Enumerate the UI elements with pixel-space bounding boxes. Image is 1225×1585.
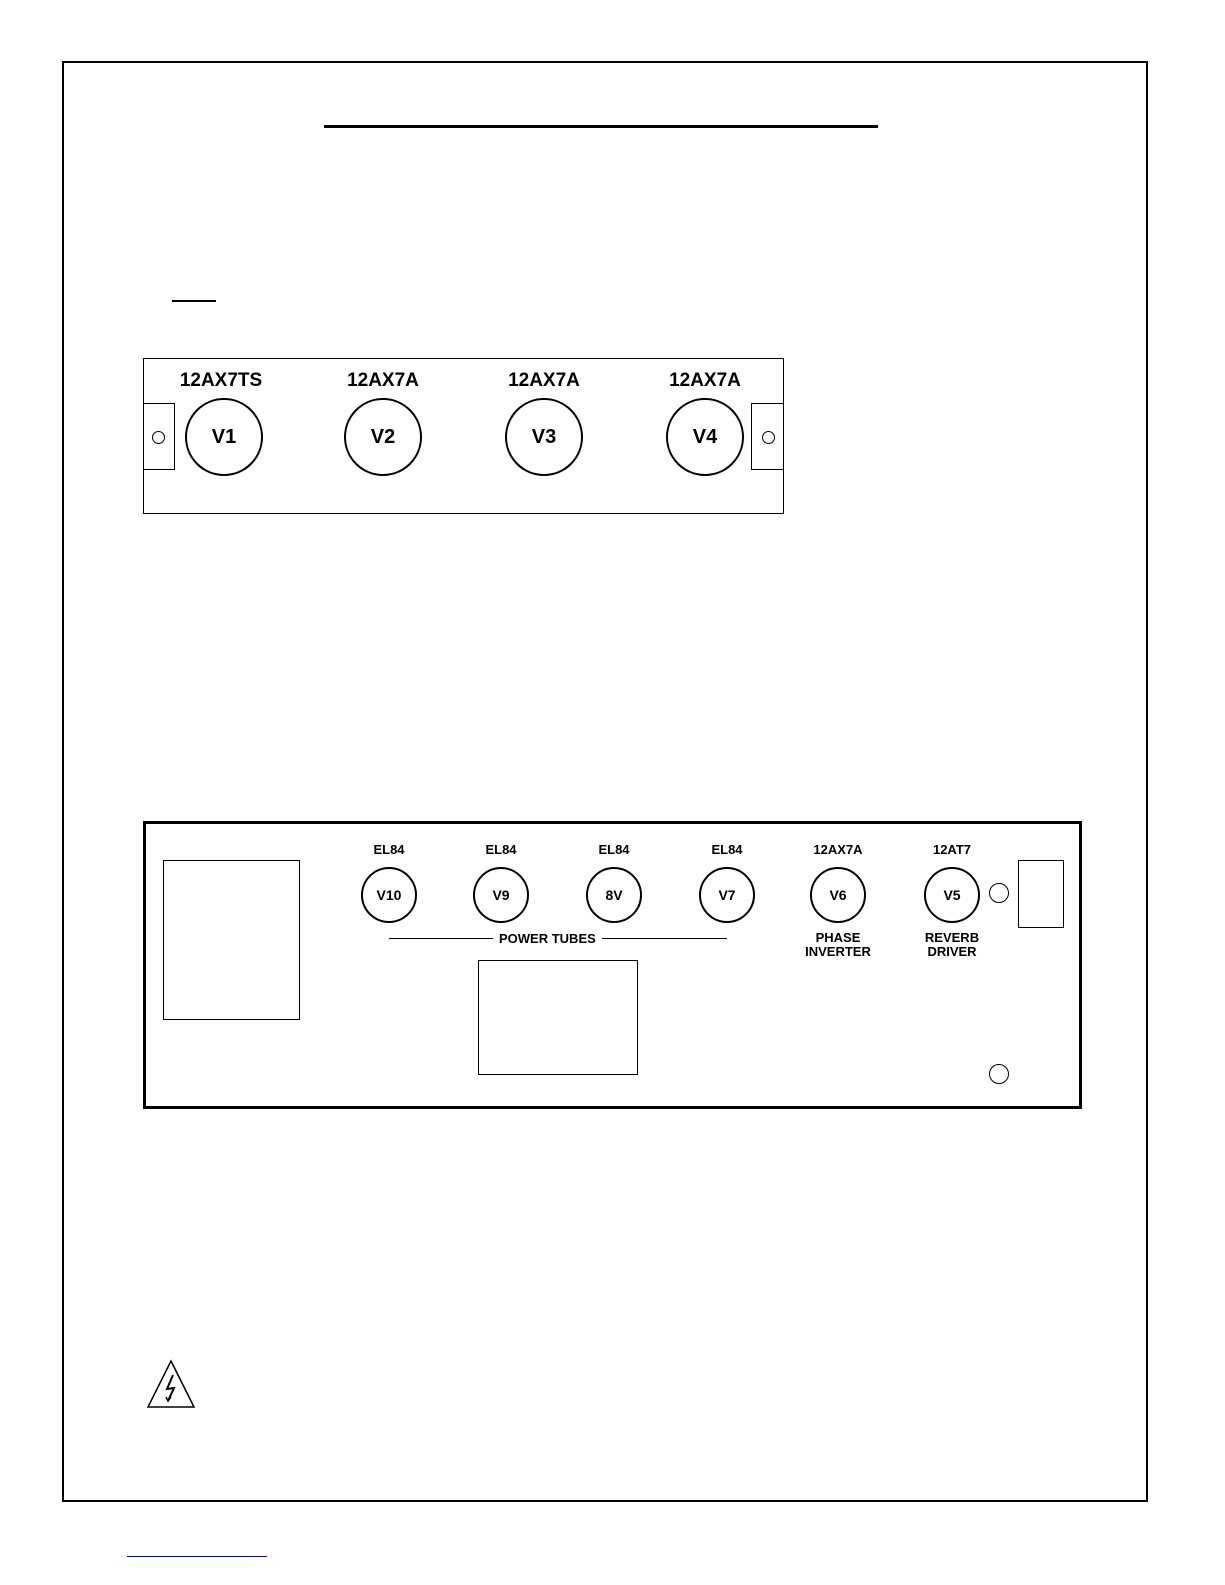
- tube-type-label: 12AX7A: [508, 370, 580, 391]
- tube-socket-v10: V10: [361, 867, 417, 923]
- section-rule: [172, 300, 216, 302]
- left-transformer-outline: [163, 860, 300, 1020]
- tube-type-label: EL84: [373, 842, 405, 857]
- tube-type-label: 12AX7A: [347, 370, 419, 391]
- tube-type-label: 12AX7TS: [179, 370, 263, 391]
- tube-socket-v5: V5: [924, 867, 980, 923]
- tube-socket-v2: V2: [344, 398, 422, 476]
- phase-inverter-label-line2: INVERTER: [805, 944, 871, 959]
- footer-link-underline: [127, 1556, 267, 1557]
- right-component-outline: [1018, 860, 1064, 928]
- reverb-driver-label-line1: REVERB: [924, 930, 980, 945]
- preamp-tube-chassis: [143, 358, 784, 514]
- tube-socket-v8: 8V: [586, 867, 642, 923]
- reverb-driver-label-line2: DRIVER: [927, 944, 977, 959]
- power-tubes-label: POWER TUBES: [493, 931, 602, 946]
- tube-socket-v6: V6: [810, 867, 866, 923]
- tube-socket-v9: V9: [473, 867, 529, 923]
- tube-type-label: 12AT7: [932, 842, 972, 857]
- tube-socket-v1: V1: [185, 398, 263, 476]
- upper-hole: [989, 883, 1009, 903]
- tube-type-label: 12AX7A: [813, 842, 863, 857]
- phase-inverter-label-line1: PHASE: [815, 930, 861, 945]
- tube-type-label: EL84: [598, 842, 630, 857]
- reverb-driver-label: [902, 931, 1002, 959]
- phase-inverter-label: [788, 931, 888, 959]
- lower-hole: [989, 1064, 1009, 1084]
- tube-type-label: 12AX7A: [669, 370, 741, 391]
- tube-socket-v4: V4: [666, 398, 744, 476]
- title-rule: [324, 125, 878, 128]
- tube-type-label: EL84: [485, 842, 517, 857]
- tube-socket-v7: V7: [699, 867, 755, 923]
- electrical-hazard-icon: [146, 1359, 196, 1409]
- tube-socket-v3: V3: [505, 398, 583, 476]
- tube-type-label: EL84: [711, 842, 743, 857]
- center-transformer-outline: [478, 960, 638, 1075]
- right-screw-hole: [762, 431, 775, 444]
- left-screw-hole: [152, 431, 165, 444]
- power-tube-chassis: [143, 821, 1082, 1109]
- page-frame: [62, 61, 1148, 1502]
